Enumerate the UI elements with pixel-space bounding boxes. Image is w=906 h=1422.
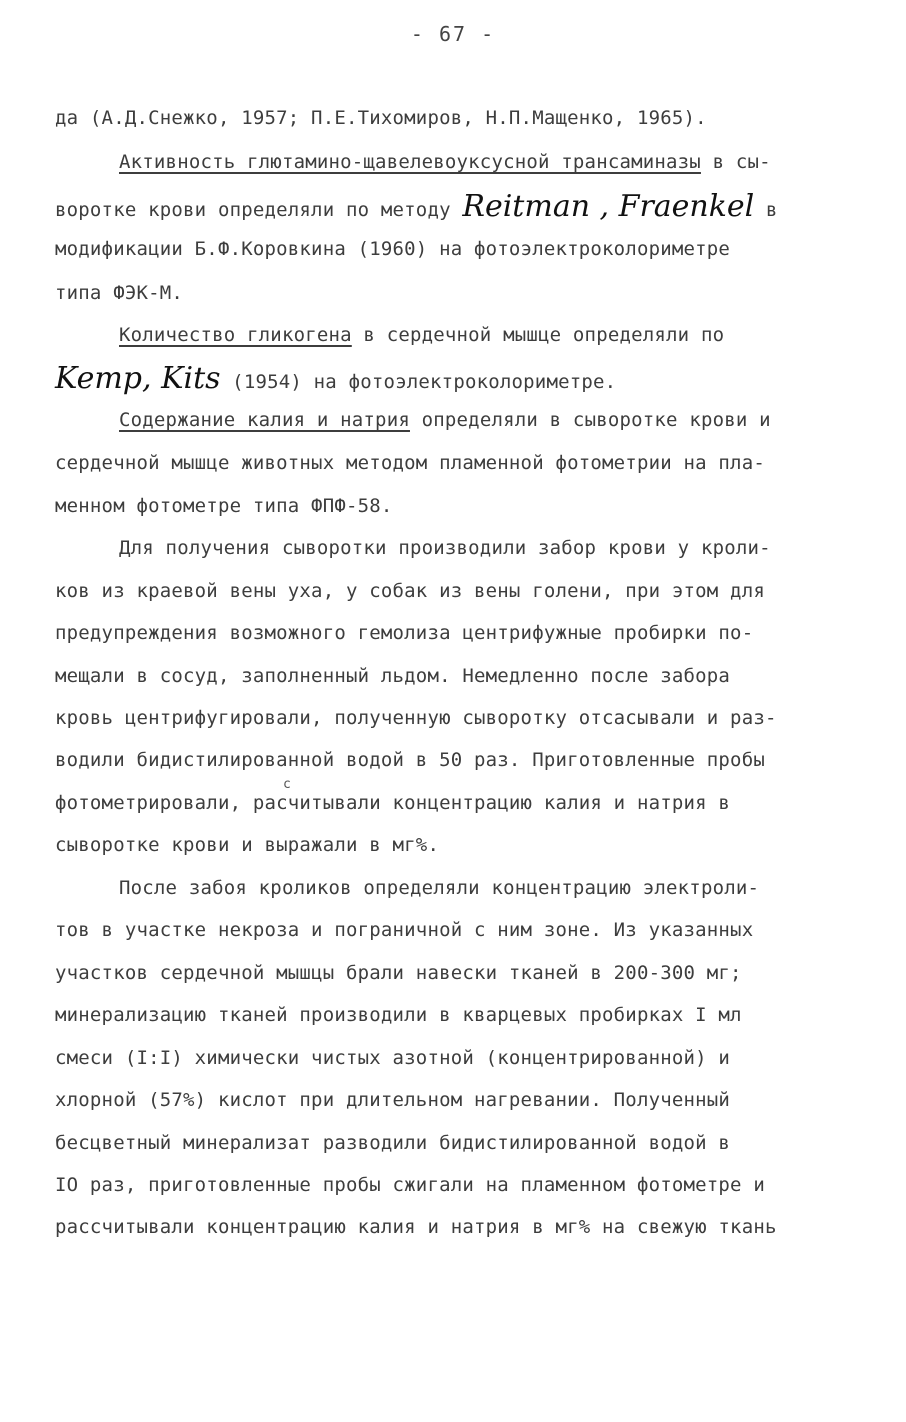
line-text: предупреждения возможного гемолиза центрифужные пробирки по- [55,622,754,644]
line-text: да (А.Д.Снежко, 1957; П.Е.Тихомиров, Н.П.Мащенко, 1965). [55,107,707,129]
text-line [55,958,855,988]
text-line [55,915,855,945]
text-line [55,576,855,606]
line-text: IO раз, приготовленные пробы сжигали на пламенном фотометре и [55,1174,765,1196]
underlined-heading: Активность глютамино-щавелевоуксусной трансаминазы [119,151,701,173]
line-text: воротке крови определяли по методу [55,199,463,221]
line-text: менном фотометре типа ФПФ-58. [55,495,393,517]
text-line [55,189,855,224]
underlined-heading: Количество гликогена [119,324,352,346]
line-text: кровь центрифугировали, полученную сыворотку отсасывали и раз- [55,707,777,729]
text-line [55,661,855,691]
text-line [55,491,855,521]
line-text: мещали в сосуд, заполненный льдом. Немедленно после забора [55,665,731,687]
text-line [119,533,859,563]
line-text: Для получения сыворотки производили забор крови у кроли- [119,537,771,559]
line-text: определяли в сыворотке крови и [409,409,771,431]
line-text: рассчитывали концентрацию калия и натрия в мг% на свежую ткань [55,1216,777,1238]
line-text: хлорной (57%) кислот при длительном нагревании. Полученный [55,1089,731,1111]
line-text: сердечной мышце животных методом пламенной фотометрии на пла- [55,452,765,474]
text-line [55,1000,855,1030]
text-line [55,1170,855,1200]
text-line [119,147,859,177]
handwritten-authors: Reitman , Fraenkel [462,189,755,224]
underlined-heading: Содержание калия и натрия [119,409,410,431]
line-text: После забоя кроликов определяли концентрацию электроли- [119,877,760,899]
text-line [55,1212,855,1242]
insertion-mark: с [283,777,291,792]
text-line [55,234,855,264]
line-text: модификации Б.Ф.Коровкина (1960) на фотоэлектроколориметре [55,238,731,260]
handwritten-authors: Kemp, Kits [55,361,221,396]
line-text: минерализацию тканей производили в кварцевых пробирках I мл [55,1004,742,1026]
text-line [55,745,855,775]
text-line [119,405,859,435]
line-text: в сы- [700,151,771,173]
line-text: (1954) на фотоэлектроколориметре. [220,371,617,393]
line-text: фотометрировали, расчитывали концентрацию калия и натрия в [55,792,731,814]
line-text: сыворотке крови и выражали в мг%. [55,834,440,856]
text-line [55,1128,855,1158]
text-line [55,448,855,478]
text-line [55,361,855,396]
text-line [119,873,859,903]
line-text: ков из краевой вены уха, у собак из вены голени, при этом для [55,580,765,602]
text-line [55,788,855,818]
line-text: тов в участке некроза и пограничной с ним зоне. Из указанных [55,919,754,941]
text-line [55,1043,855,1073]
line-text: участков сердечной мышцы брали навески тканей в 200-300 мг; [55,962,742,984]
line-text: в сердечной мышце определяли по [351,324,725,346]
line-text: в [754,199,778,221]
text-line [55,618,855,648]
text-line [119,320,859,350]
text-line [55,103,855,133]
text-line [55,1085,855,1115]
text-line [55,703,855,733]
page-number: - 67 - [410,22,496,46]
line-text: бесцветный минерализат разводили бидистилированной водой в [55,1132,731,1154]
text-line [55,830,855,860]
text-line [55,278,855,308]
line-text: типа ФЭК-М. [55,282,184,304]
line-text: водили бидистилированной водой в 50 раз. Приготовленные пробы [55,749,765,771]
line-text: смеси (I:I) химически чистых азотной (концентрированной) и [55,1047,731,1069]
